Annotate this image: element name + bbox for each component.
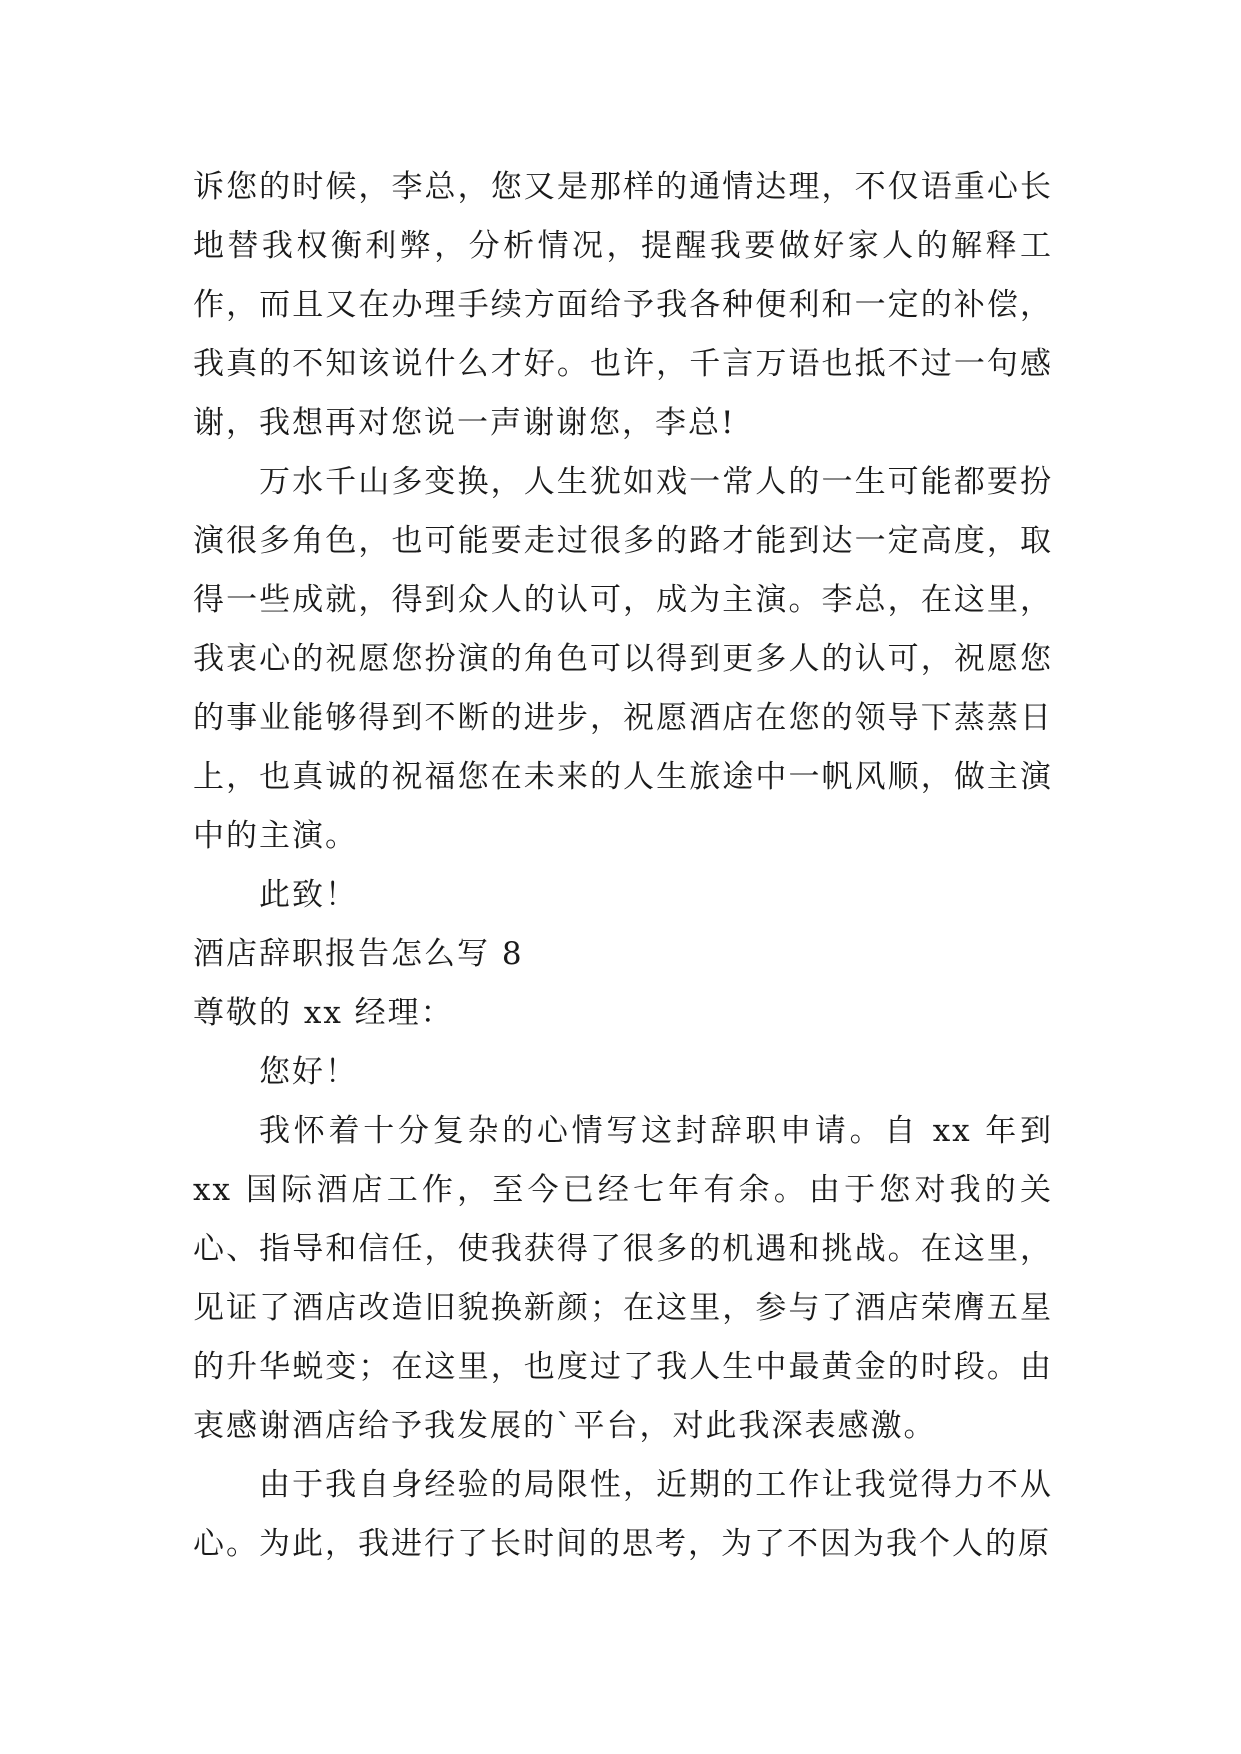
paragraph-intro: 我怀着十分复杂的心情写这封辞职申请。自 xx 年到 xx 国际酒店工作，至今已经七年有余。由于您对我的关心、指导和信任，使我获得了很多的机遇和挑战。在这里，见证了酒店改造旧貌换新颜；在这里，参与了酒店荣膺五星的升华蜕变；在这里，也度过了我人生中最黄金的时段。由衷感谢酒店给予我发展的`平台，对此我深表感激。 [193,1113,1053,1444]
section-heading: 酒店辞职报告怎么写 8 [193,936,524,972]
paragraph-continuation: 诉您的时候，李总，您又是那样的通情达理，不仅语重心长地替我权衡利弊，分析情况，提醒我要做好家人的解释工作，而且又在办理手续方面给予我各种便利和一定的补偿，我真的不知该说什么才好。也许，千言万语也抵不过一句感谢，我想再对您说一声谢谢您，李总! [193,169,1053,441]
document-body [193,158,1053,1574]
paragraph-wishes: 万水千山多变换，人生犹如戏一常人的一生可能都要扮演很多角色，也可能要走过很多的路才能到达一定高度，取得一些成就，得到众人的认可，成为主演。李总，在这里，我衷心的祝愿您扮演的角色可以得到更多人的认可，祝愿您的事业能够得到不断的进步，祝愿酒店在您的领导下蒸蒸日上，也真诚的祝福您在未来的人生旅途中一帆风顺，做主演中的主演。 [193,464,1053,854]
paragraph-reason: 由于我自身经验的局限性，近期的工作让我觉得力不从心。为此，我进行了长时间的思考，为了不因为我个人的原 [193,1467,1053,1562]
salutation: 尊敬的 xx 经理： [193,995,454,1031]
greeting: 您好！ [259,1054,358,1090]
closing-line: 此致！ [259,877,358,913]
